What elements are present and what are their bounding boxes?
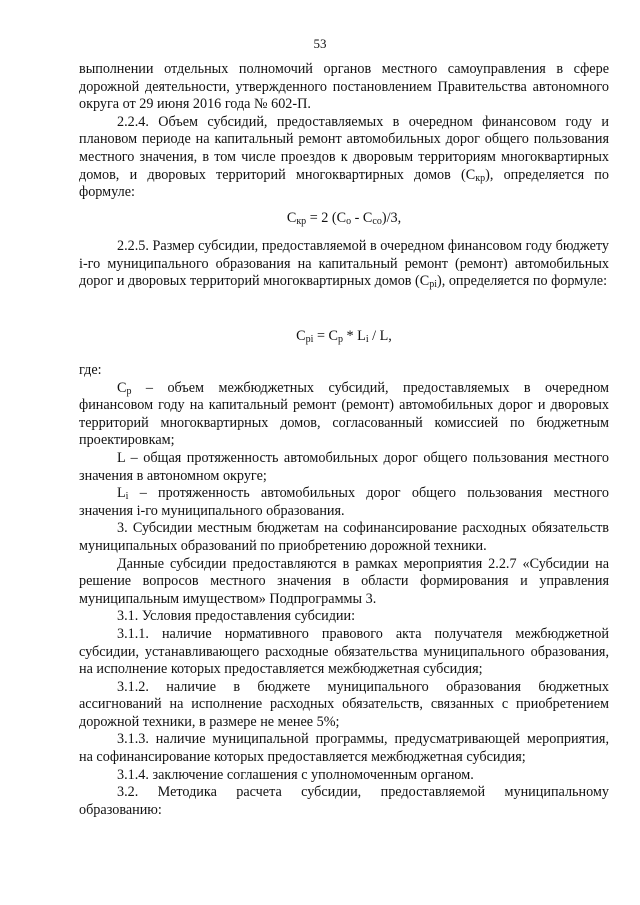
subscript: i	[365, 334, 369, 345]
text: 2.2.5. Размер субсидии, предоставляемой в очередном финансовом году бюджету i-го муниципального образования на капитальный ремонт (ремонт) автомобильных дорог и дворовых территорий многоквартирных домов (С	[79, 238, 609, 290]
paragraph-3-1-1: 3.1.1. наличие нормативного правового акта получателя межбюджетной субсидии, устанавливающего расходные обязательства муниципального образования, на исполнение которых предоставляется межбюджетная субсидия;	[79, 625, 609, 678]
subscript: рi	[429, 279, 437, 291]
paragraph-continuation: выполнении отдельных полномочий органов местного самоуправления в сфере дорожной деятельности, утвержденного постановлением Правительства автономного округа от 29 июня 2016 года № 602-П.	[79, 61, 609, 113]
paragraph-3: 3. Субсидии местным бюджетам на софинансирование расходных обязательств муниципальных образований по приобретению дорожной техники.	[79, 520, 609, 554]
formula-part: С	[296, 328, 306, 344]
text: ), определяется по формуле:	[437, 273, 608, 290]
text: – протяженность автомобильных дорог общего пользования местного значения i-го муниципального образования.	[79, 485, 609, 519]
definition-l: L – общая протяженность автомобильных дорог общего пользования местного значения в автономном округе;	[79, 449, 609, 484]
formula-part: = С	[313, 328, 338, 344]
section-2-2-4	[79, 61, 609, 227]
subscript: со	[372, 215, 382, 227]
definitions-and-section-3	[79, 362, 609, 819]
subscript: о	[346, 215, 352, 227]
definition-li	[79, 485, 609, 520]
subscript: i	[125, 491, 129, 503]
formula-part: )/3,	[381, 209, 402, 226]
subscript: р	[337, 334, 343, 345]
section-2-2-5	[79, 238, 609, 291]
formula-part: = 2 (С	[306, 209, 347, 226]
formula-part: * L	[342, 328, 366, 344]
subscript: рi	[305, 334, 314, 345]
formula-cpi-block	[79, 328, 609, 346]
subscript: кр	[296, 215, 307, 227]
where-label: где:	[79, 362, 102, 378]
paragraph-3-1: 3.1. Условия предоставления субсидии:	[117, 608, 356, 625]
paragraph-3-1-2: 3.1.2. наличие в бюджете муниципального образования бюджетных ассигнований на исполнение расходных обязательств, связанных с приобретением дорожной техники, в размере не менее 5%;	[79, 678, 609, 730]
text: L	[117, 485, 126, 502]
page-number: 53	[313, 36, 327, 51]
formula-cpi	[79, 328, 609, 346]
paragraph-3-1-4: 3.1.4. заключение соглашения с уполномоченным органом.	[117, 766, 474, 783]
paragraph-3-1-3: 3.1.3. наличие муниципальной программы, предусматривающей мероприятия, на софинансирование которых предоставляется межбюджетная субсидия;	[79, 731, 609, 766]
paragraph-2-2-4	[79, 114, 609, 202]
subscript: кр	[475, 172, 486, 184]
paragraph-2-2-5	[79, 238, 609, 291]
text: – объем межбюджетных субсидий, предоставляемых в очередном финансовом году на капитальный ремонт (ремонт) автомобильных дорог и дворовых территорий многоквартирных домов, согласованный комиссией по бюджетным проектировкам;	[79, 379, 609, 449]
text: 2.2.4. Объем субсидий, предоставляемых в очередном финансовом году и плановом периоде на капитальный ремонт автомобильных дорог общего пользования местного значения, в том числе проездов к дворовым территориям многоквартирных домов, и дворовых территорий многоквартирных домов (С	[79, 113, 609, 183]
definition-cp	[79, 380, 609, 450]
formula-part: / L,	[368, 328, 392, 344]
formula-ckr	[79, 210, 609, 228]
formula-part: С	[286, 209, 297, 226]
text: С	[117, 379, 127, 396]
formula-part: - С	[351, 209, 373, 226]
paragraph-3-2: 3.2. Методика расчета субсидии, предоставляемой муниципальному образованию:	[79, 784, 609, 818]
paragraph-subsidy-info: Данные субсидии предоставляются в рамках мероприятия 2.2.7 «Субсидии на решение вопросов местного значения в области формирования и управления муниципальным имуществом» Подпрограммы 3.	[79, 555, 609, 607]
text: ), определяется по формуле:	[79, 166, 609, 201]
subscript: р	[126, 385, 132, 397]
